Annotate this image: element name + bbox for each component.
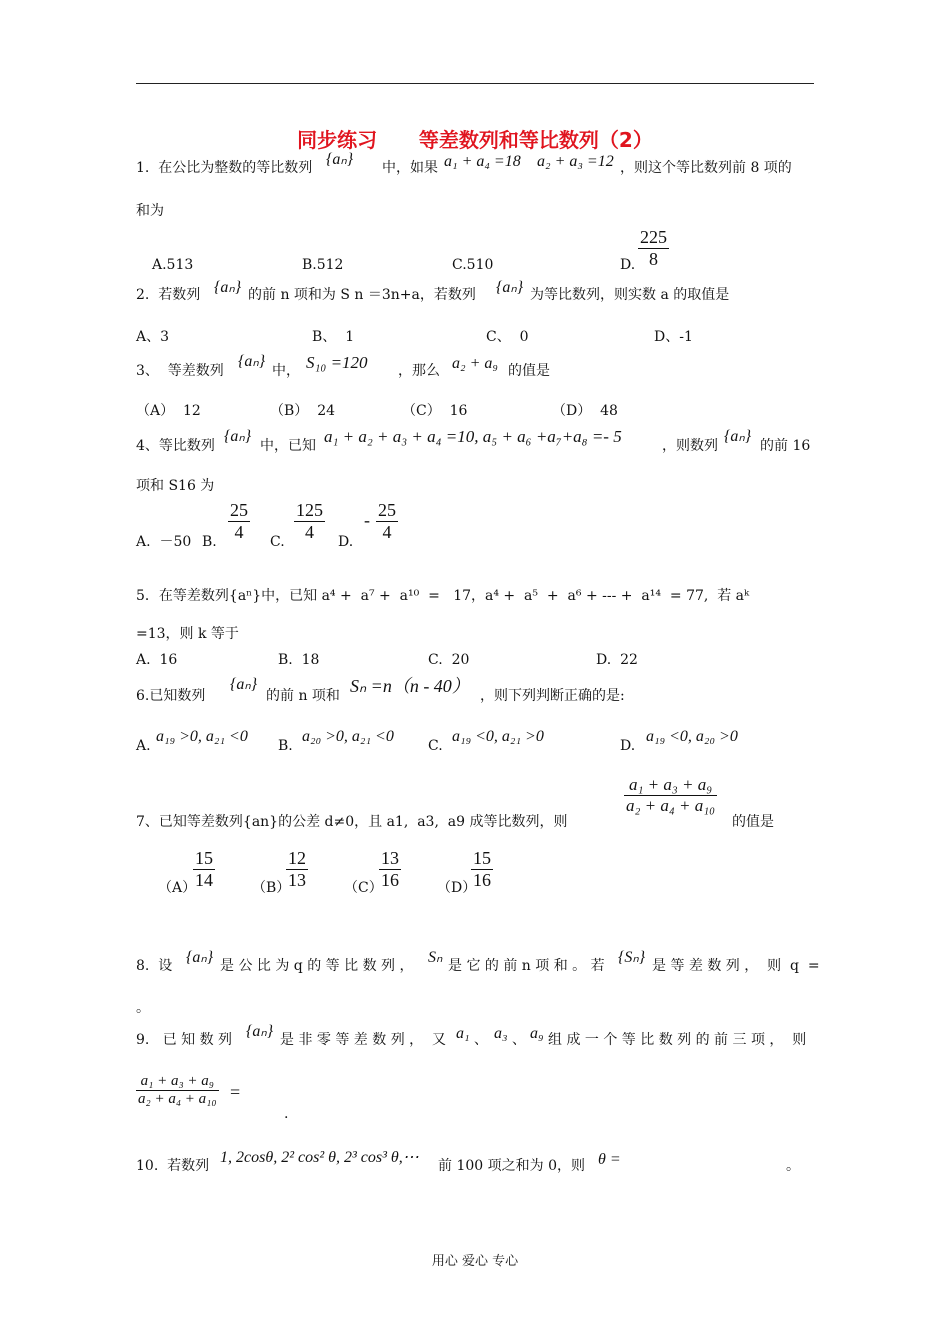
q9-dot: . (284, 1106, 289, 1122)
q9-text-c: 组 成 一 个 等 比 数 列 的 前 三 项 ， 则 (548, 1032, 807, 1048)
q3-expression: a₂ + a₉ (452, 355, 498, 372)
q2-sequence-symbol: {aₙ} (214, 279, 242, 296)
q4-text-c: ，则数列 (662, 438, 718, 454)
q4-option-b-fraction (228, 500, 250, 543)
q2-text-b: 的前 n 项和为 S n ＝3n+a，若数列 (248, 287, 476, 303)
q5-option-b: B. 18 (278, 652, 320, 668)
q4-condition: a₁ + a₂ + a₃ + a₄ =10, a₅ + a₆ +a₇+a₈ =- 5 (324, 427, 622, 446)
q6-option-b-expr: a₂₀ >0, a₂₁ <0 (302, 728, 394, 745)
q7-c-denominator: 16 (381, 870, 399, 890)
q2-option-d: D、-1 (654, 329, 693, 345)
page-title: 同步练习 等差数列和等比数列（2） (297, 128, 653, 152)
q10-theta: θ = (598, 1151, 621, 1168)
header-rule (136, 83, 814, 84)
q4-b-denominator: 4 (228, 521, 250, 543)
q7-b-denominator: 13 (288, 870, 306, 890)
q9-term-a3: a₃ (494, 1025, 508, 1042)
q6-condition: Sₙ =n（n - 40） (350, 676, 470, 696)
q3-text-d: 的值是 (508, 363, 550, 379)
q10-text-b: 前 100 项之和为 0，则 (438, 1158, 585, 1174)
q9-text-b: 是 非 零 等 差 数 列 ， 又 (280, 1032, 447, 1048)
q7-ratio-denominator: a₂ + a₄ + a₁₀ (626, 796, 716, 815)
q2-option-c: C、 0 (486, 329, 529, 345)
q3-option-d: （D） 48 (552, 403, 618, 419)
q1-d-numerator: 225 (640, 227, 667, 247)
q1-sequence-symbol: {aₙ} (326, 151, 354, 168)
q1-option-a: A.513 (152, 257, 194, 273)
q8-text-b: 是 公 比 为 q 的 等 比 数 列 ， (220, 958, 414, 974)
q1-option-c: C.510 (452, 257, 494, 273)
q1-option-d-fraction (638, 227, 669, 270)
q7-option-d-fraction (471, 848, 493, 891)
q7-option-d: （D） (437, 880, 477, 896)
q1-text-a: 1. 在公比为整数的等比数列 (136, 160, 313, 176)
q8-sum-symbol: Sₙ (428, 949, 443, 966)
q2-option-a: A、3 (136, 329, 170, 345)
q7-option-b: （B） (252, 880, 291, 896)
q1-option-d: D. (620, 257, 636, 273)
q3-option-a: （A） 12 (136, 403, 201, 419)
q5-option-a: A. 16 (136, 652, 178, 668)
q9-ratio-fraction (136, 1073, 219, 1108)
q4-text-d: 的前 16 (760, 438, 811, 454)
q7-option-b-fraction (286, 848, 308, 891)
q3-condition: S₁₀ =120 (306, 353, 368, 372)
q7-d-denominator: 16 (473, 870, 491, 890)
q4-text-a: 4、等比数列 (136, 438, 215, 454)
q9-term-a9: a₉ (530, 1025, 544, 1042)
q7-option-a-fraction (193, 848, 215, 891)
q1-condition-1: a₁ + a₄ =18 (444, 153, 521, 170)
q6-option-b: B. (278, 738, 293, 754)
q7-b-numerator: 12 (288, 848, 306, 868)
q7-ratio-numerator: a₁ + a₃ + a₉ (628, 775, 713, 794)
q4-c-denominator: 4 (294, 521, 325, 543)
q9-equals: = (230, 1082, 241, 1102)
q7-a-numerator: 15 (195, 848, 213, 868)
q8-text-d: 是 等 差 数 列 ， 则 q = (652, 958, 820, 974)
q3-text-c: ，那么 (398, 363, 440, 379)
q7-ratio-fraction (624, 775, 717, 816)
q4-option-c-fraction (294, 500, 325, 543)
q5-option-d: D. 22 (596, 652, 638, 668)
q6-text-b: 的前 n 项和 (266, 688, 340, 704)
q4-d-minus: - (364, 510, 370, 530)
q4-sequence-symbol: {aₙ} (224, 428, 252, 445)
q1-condition-2: a₂ + a₃ =12 (537, 153, 614, 170)
q6-option-d: D. (620, 738, 636, 754)
q6-option-c: C. (428, 738, 443, 754)
q9-term-a1: a₁ (456, 1025, 470, 1042)
q3-text-a: 3、 等差数列 (136, 363, 224, 379)
q3-text-b: 中， (272, 363, 300, 379)
q10-end: 。 (786, 1158, 800, 1174)
q5-text-line1: 5．在等差数列{aⁿ}中，已知 a⁴ + a⁷ + a¹⁰ = 17，a⁴ + a⁵ + a⁶ + --- + a¹⁴ = 77, 若 aᵏ (136, 588, 750, 604)
q4-text-line2: 项和 S16 为 (136, 478, 215, 494)
q8-sum-sequence-symbol: {Sₙ} (618, 949, 646, 966)
q9-sep-1: 、 (474, 1032, 488, 1048)
q4-b-numerator: 25 (230, 500, 248, 520)
q2-sequence-symbol-2: {aₙ} (496, 279, 524, 296)
q4-option-b: B. (202, 534, 217, 550)
q5-option-c: C. 20 (428, 652, 470, 668)
q7-d-numerator: 15 (473, 848, 491, 868)
q3-option-c: （C） 16 (402, 403, 468, 419)
q4-option-a: A. －50 (136, 534, 192, 550)
q9-ratio-numerator: a₁ + a₃ + a₉ (140, 1073, 214, 1089)
q1-text-b: 中，如果 (382, 160, 438, 176)
q8-text-line2: 。 (136, 1000, 150, 1016)
page-footer: 用心 爱心 专心 (431, 1254, 519, 1269)
q7-option-c: （C） (344, 880, 383, 896)
q4-sequence-symbol-2: {aₙ} (724, 428, 752, 445)
q1-text-line2: 和为 (136, 203, 164, 219)
q6-option-d-expr: a₁₉ <0, a₂₀ >0 (646, 728, 738, 745)
q6-option-a-expr: a₁₉ >0, a₂₁ <0 (156, 728, 248, 745)
q6-text-a: 6.已知数列 (136, 688, 206, 704)
q7-c-numerator: 13 (381, 848, 399, 868)
q1-text-c: ，则这个等比数列前 8 项的 (620, 160, 792, 176)
q4-option-c: C. (270, 534, 285, 550)
q10-text-a: 10. 若数列 (136, 1158, 210, 1174)
q4-text-b: 中，已知 (260, 438, 316, 454)
q7-option-c-fraction (379, 848, 401, 891)
q6-option-a: A. (136, 738, 151, 754)
q4-c-numerator: 125 (296, 500, 323, 520)
q6-text-c: ，则下列判断正确的是: (480, 688, 625, 704)
q2-text-a: 2. 若数列 (136, 287, 201, 303)
q6-sequence-symbol: {aₙ} (230, 676, 258, 693)
q9-ratio-denominator: a₂ + a₄ + a₁₀ (138, 1091, 217, 1107)
q4-d-denominator: 4 (376, 521, 398, 543)
q4-d-numerator: 25 (378, 500, 396, 520)
q4-option-d-fraction (376, 500, 398, 543)
q1-d-denominator: 8 (638, 248, 669, 270)
q7-option-a: （A） (158, 880, 197, 896)
q8-sequence-symbol: {aₙ} (186, 949, 214, 966)
q9-sep-2: 、 (512, 1032, 526, 1048)
q7-a-denominator: 14 (195, 870, 213, 890)
q9-sequence-symbol: {aₙ} (246, 1023, 274, 1040)
q3-option-b: （B） 24 (270, 403, 336, 419)
q9-text-a: 9. 已 知 数 列 (136, 1032, 233, 1048)
q2-text-c: 为等比数列，则实数 a 的取值是 (530, 287, 730, 303)
q7-text-a: 7、已知等差数列{an}的公差 d≠0，且 a1, a3, a9 成等比数列，则 (136, 814, 568, 830)
q6-option-c-expr: a₁₉ <0, a₂₁ >0 (452, 728, 544, 745)
q7-text-b: 的值是 (732, 814, 774, 830)
q10-sequence: 1, 2cosθ, 2² cos² θ, 2³ cos³ θ,⋯ (220, 1149, 419, 1166)
q3-sequence-symbol: {aₙ} (238, 353, 266, 370)
q8-text-c: 是 它 的 前 n 项 和 。 若 (448, 958, 605, 974)
q1-option-b: B.512 (302, 257, 344, 273)
q5-text-line2: =13，则 k 等于 (136, 626, 239, 642)
q4-option-d: D. (338, 534, 354, 550)
q2-option-b: B、 1 (312, 329, 355, 345)
q8-text-a: 8. 设 (136, 958, 173, 974)
